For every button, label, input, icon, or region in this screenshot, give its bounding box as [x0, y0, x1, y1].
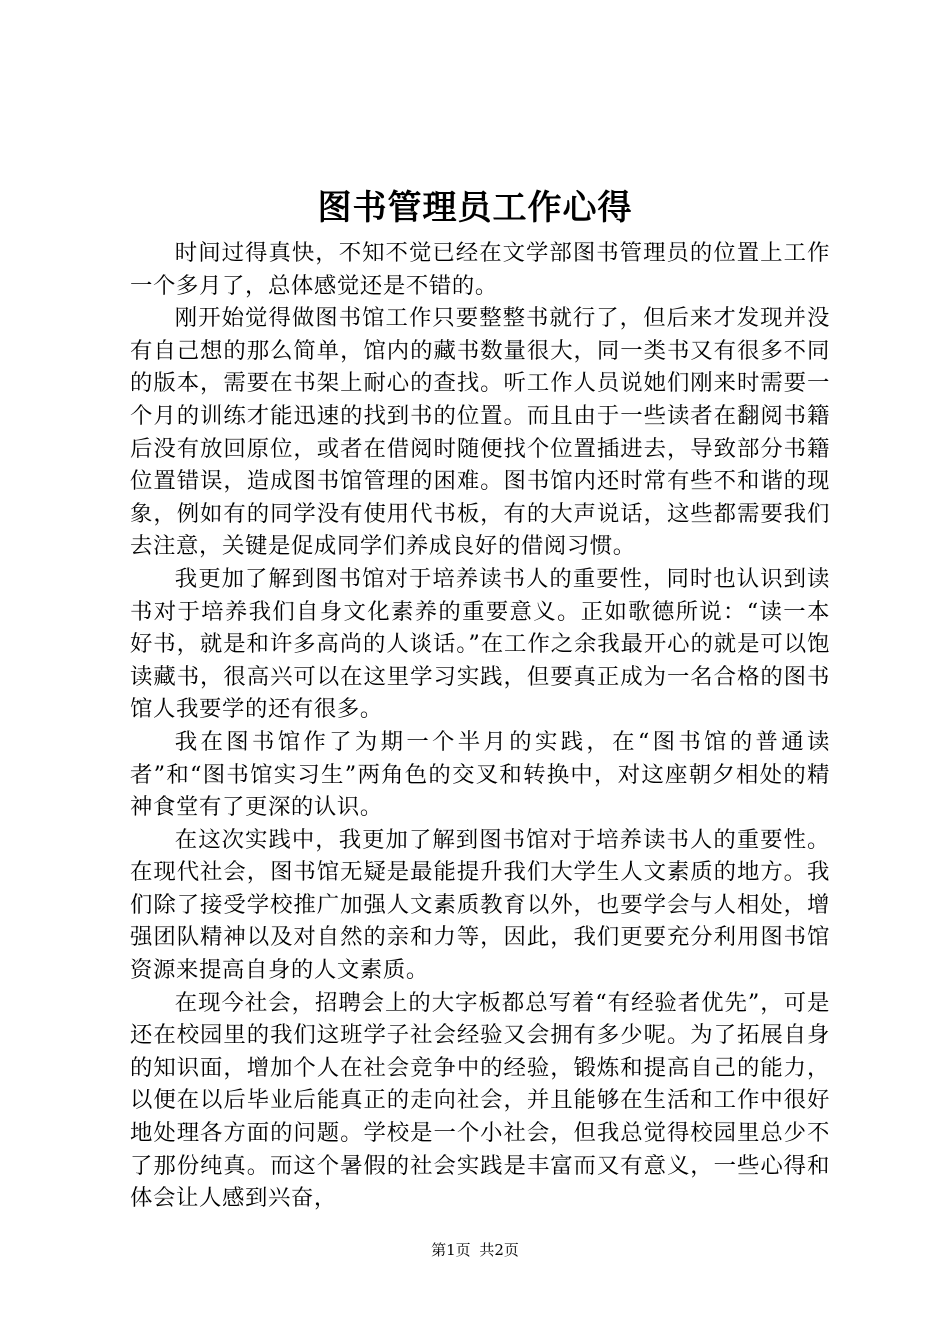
page-number-footer: 第1页 共2页 — [431, 1241, 519, 1259]
document-body — [130, 237, 830, 1215]
paragraph: 在这次实践中，我更加了解到图书馆对于培养读书人的重要性。在现代社会，图书馆无疑是最能提升我们大学生人文素质的地方。我们除了接受学校推广加强人文素质教育以外，也要学会与人相处，增强团队精神以及对自然的亲和力等，因此，我们更要充分利用图书馆资源来提高自身的人文素质。 — [130, 826, 830, 984]
paragraph: 我在图书馆作了为期一个半月的实践，在“图书馆的普通读者”和“图书馆实习生”两角色的交叉和转换中，对这座朝夕相处的精神食堂有了更深的认识。 — [130, 728, 830, 821]
document-title: 图书管理员工作心得 — [317, 188, 633, 228]
paragraph: 刚开始觉得做图书馆工作只要整整书就行了，但后来才发现并没有自己想的那么简单，馆内的藏书数量很大，同一类书又有很多不同的版本，需要在书架上耐心的查找。听工作人员说她们刚来时需要一个月的训练才能迅速的找到书的位置。而且由于一些读者在翻阅书籍后没有放回原位，或者在借阅时随便找个位置插进去，导致部分书籍位置错误，造成图书馆管理的困难。图书馆内还时常有些不和谐的现象，例如有的同学没有使用代书板，有的大声说话，这些都需要我们去注意，关键是促成同学们养成良好的借阅习惯。 — [130, 305, 830, 560]
paragraph: 在现今社会，招聘会上的大字板都总写着“有经验者优先”，可是还在校园里的我们这班学子社会经验又会拥有多少呢。为了拓展自身的知识面，增加个人在社会竞争中的经验，锻炼和提高自己的能力，以便在以后毕业后能真正的走向社会，并且能够在生活和工作中很好地处理各方面的问题。学校是一个小社会，但我总觉得校园里总少不了那份纯真。而这个暑假的社会实践是丰富而又有意义，一些心得和体会让人感到兴奋， — [130, 989, 830, 1212]
paragraph: 时间过得真快，不知不觉已经在文学部图书管理员的位置上工作一个多月了，总体感觉还是不错的。 — [130, 240, 830, 299]
paragraph: 我更加了解到图书馆对于培养读书人的重要性，同时也认识到读书对于培养我们自身文化素养的重要意义。正如歌德所说：“读一本好书，就是和许多高尚的人谈话。”在工作之余我最开心的就是可以饱读藏书，很高兴可以在这里学习实践，但要真正成为一名合格的图书馆人我要学的还有很多。 — [130, 565, 830, 723]
